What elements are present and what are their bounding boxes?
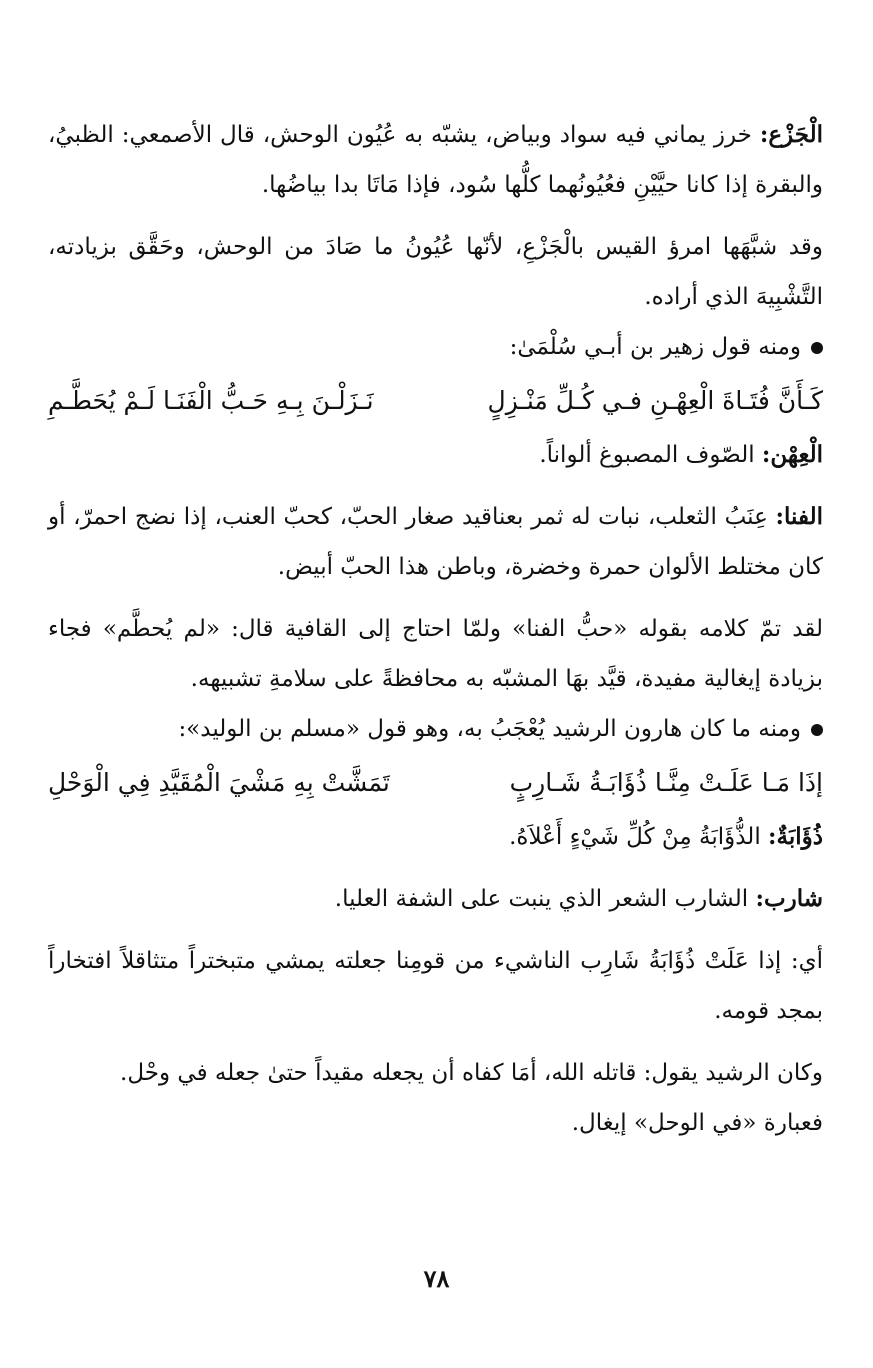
verse-zuhair	[48, 372, 823, 430]
page-number: ٧٨	[423, 1264, 450, 1293]
definition-sharib-text: الشارب الشعر الذي ينبت على الشفة العليا.	[334, 886, 756, 912]
definition-dhuaba-text: الذُّؤَابَةُ مِنْ كُلِّ شَيْءٍ أَعْلاَهُ.	[509, 824, 769, 850]
term-fana: الفنا:	[775, 503, 823, 530]
paragraph-conclusion: فعبارة «في الوحل» إيغال.	[571, 1110, 823, 1136]
paragraph-commentary-zuhair: لقد تمّ كلامه بقوله «حبُّ الفنا» ولمّا احتاج إلى القافية قال: «لم يُحطَّم» فجاء بزيادة إيغالية مفيدة، قيَّد بهَا المشبّه به محافظةً على سلامةِ تشبيهه.	[48, 616, 823, 692]
verse-zuhair-second-hemistich: نَـزَلْـنَ بِـهِ حَـبُّ الْفَنَـا لَـمْ يُحَطَّـمِ	[48, 386, 374, 415]
definition-ihn-text: الصّوف المصبوغ ألواناً.	[539, 442, 762, 468]
bullet-zuhair	[48, 322, 823, 372]
page-body	[48, 110, 823, 1148]
bullet-icon	[811, 724, 823, 736]
paragraph-definition-jaz	[48, 110, 823, 210]
definition-jaz-text: خرز يماني فيه سواد وبياض، يشبّه به عُيُون الوحش، قال الأصمعي: الظبيُ، والبقرة إذا كانا حيَّيْنِ فعُيُونُهما كلُّها سُود، فإذا مَاتَا بدا بياضُها.	[48, 122, 823, 198]
paragraph-rashid-saying: وكان الرشيد يقول: قاتله الله، أمَا كفاه أن يجعله مقيداً حتىٰ جعله في وحْل.	[120, 1060, 823, 1086]
term-dhuaba: ذُؤَابَةٌ:	[768, 823, 823, 850]
bullet-harun	[48, 704, 823, 754]
paragraph-definition-dhuaba	[48, 812, 823, 862]
bullet-icon	[811, 342, 823, 354]
bullet-zuhair-text: ومنه قول زهير بن أبـي سُلْمَىٰ:	[509, 334, 801, 360]
verse-muslim	[48, 754, 823, 812]
paragraph-imru-alqais: وقد شبَّهَها امرؤ القيس بالْجَزْعِ، لأنّها عُيُونُ ما صَادَ من الوحش، وحَقَّق بزيادته، التَّشْبِيهَ الذي أراده.	[48, 234, 823, 310]
verse-muslim-second-hemistich: تَمَشَّتْ بِهِ مَشْيَ الْمُقَيَّدِ فِي الْوَحْلِ	[48, 768, 390, 797]
term-ihn: الْعِهْن:	[761, 441, 823, 468]
paragraph-definition-fana	[48, 492, 823, 592]
term-sharib: شارب:	[755, 885, 823, 912]
paragraph-definition-ihn	[48, 430, 823, 480]
paragraph-meaning: أي: إذا عَلَتْ ذُؤَابَةُ شَارِب الناشيء من قومِنا جعلته يمشي متبختراً متثاقلاً افتخاراً بمجد قومه.	[48, 948, 823, 1024]
bullet-harun-text: ومنه ما كان هارون الرشيد يُعْجَبُ به، وهو قول «مسلم بن الوليد»:	[178, 716, 801, 742]
paragraph-definition-sharib	[48, 874, 823, 924]
verse-muslim-first-hemistich: إذَا مَـا عَلَـتْ مِنَّـا ذُؤَابَـةُ شَـارِبٍ	[509, 768, 823, 797]
definition-fana-text: عِنَبُ الثعلب، نبات له ثمر بعناقيد صغار الحبّ، كحبّ العنب، إذا نضج احمرّ، أو كان مختلط الألوان حمرة وخضرة، وباطن هذا الحبّ أبيض.	[48, 504, 823, 580]
term-jaz: الْجَزْع:	[759, 121, 823, 148]
verse-zuhair-first-hemistich: كَـأَنَّ فُتَـاةَ الْعِهْـنِ فـي كُـلِّ مَنْـزِلٍ	[487, 386, 823, 415]
